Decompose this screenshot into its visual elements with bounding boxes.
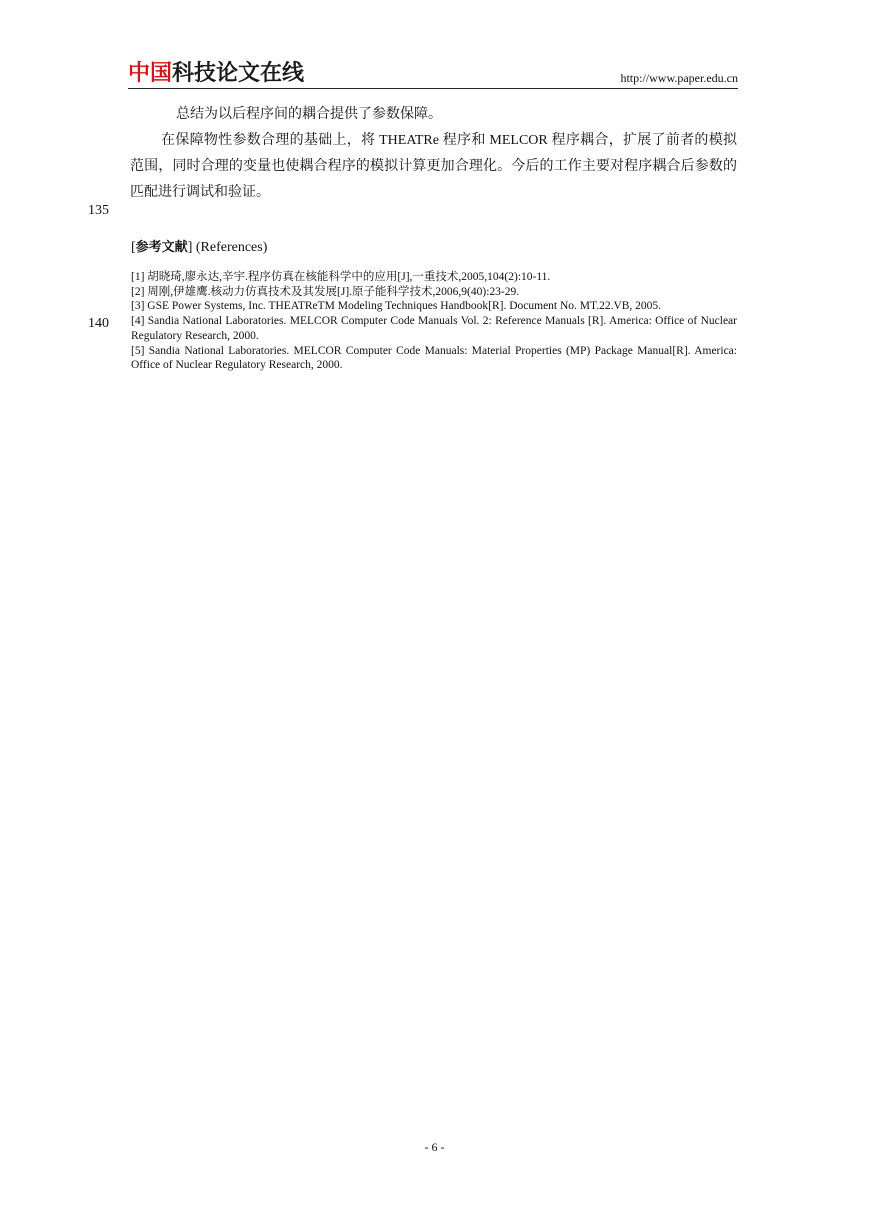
page-number: - 6 - bbox=[424, 1140, 445, 1154]
line-number-135: 135 bbox=[88, 203, 109, 218]
body-paragraph-1: 总结为以后程序间的耦合提供了参数保障。 bbox=[176, 107, 442, 122]
references-heading bbox=[131, 236, 267, 256]
line-number-140: 140 bbox=[88, 316, 109, 331]
reference-item-1: [1] 胡晓琦,廖永达,辛宇.程序仿真在核能科学中的应用[J],一重技术,2005,104(2):10-11. bbox=[131, 271, 551, 283]
site-logo bbox=[128, 60, 304, 88]
references-heading-open: [ bbox=[131, 240, 136, 255]
references-heading-cn: 参考文献 bbox=[135, 240, 188, 255]
reference-item-5: [5] Sandia National Laboratories. MELCOR Computer Code Manuals: Material Properties (MP) Package Manual[R]. America: Office of Nuclear Regulatory Research, 2000. bbox=[131, 344, 737, 372]
logo-dark-text: 科技论文在线 bbox=[172, 61, 305, 86]
header-divider bbox=[128, 88, 738, 89]
header-url: http://www.paper.edu.cn bbox=[620, 71, 738, 85]
references-heading-rest: ] (References) bbox=[187, 240, 268, 255]
reference-item-3: [3] GSE Power Systems, Inc. THEATReTM Modeling Techniques Handbook[R]. Document No. MT.22.VB, 2005. bbox=[131, 300, 662, 313]
reference-list bbox=[131, 270, 737, 373]
body-paragraph-2: 在保障物性参数合理的基础上，将 THEATRe 程序和 MELCOR 程序耦合，扩展了前者的模拟范围，同时合理的变量也使耦合程序的模拟计算更加合理化。今后的工作主要对程序耦合后参数的匹配进行调试和验证。 bbox=[130, 133, 737, 200]
logo-red-text: 中国 bbox=[128, 61, 173, 86]
reference-item-4: [4] Sandia National Laboratories. MELCOR Computer Code Manuals Vol. 2: Reference Manuals [R]. America: Office of Nuclear Regulatory Research, 2000. bbox=[131, 315, 737, 342]
reference-item-2: [2] 周刚,伊雄鹰.核动力仿真技术及其发展[J].原子能科学技术,2006,9(40):23-29. bbox=[131, 285, 520, 298]
